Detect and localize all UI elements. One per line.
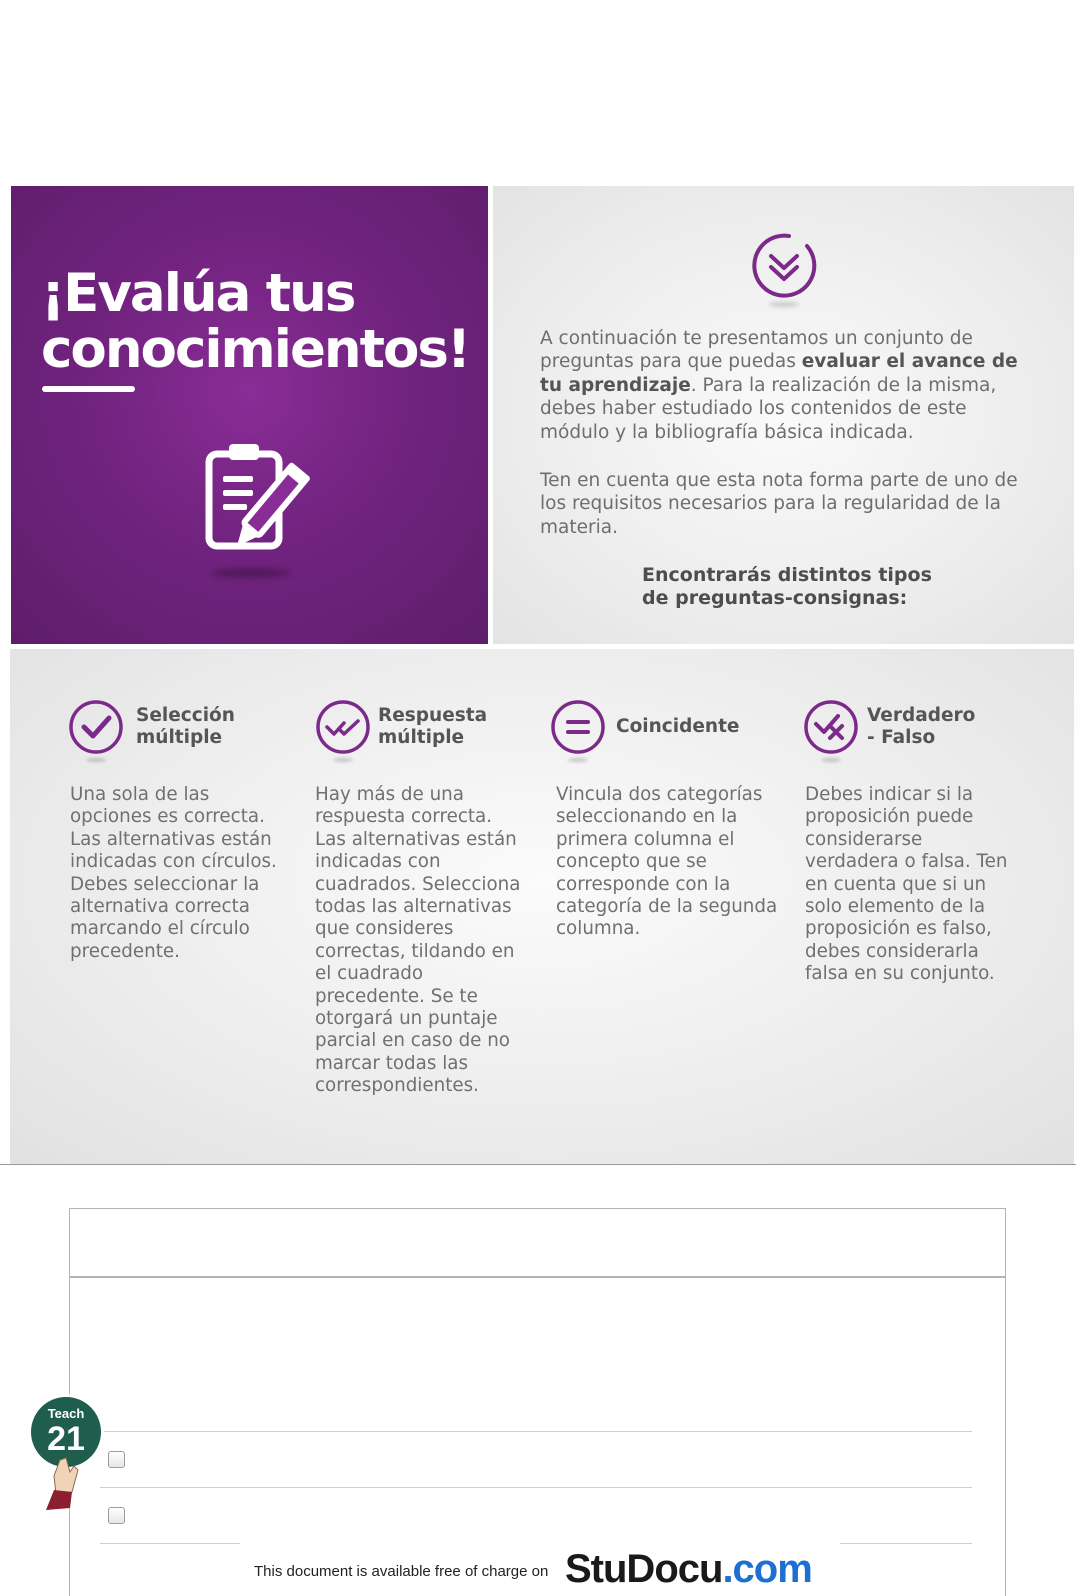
question-header-divider	[70, 1276, 1005, 1278]
clipboard-pencil-icon	[201, 436, 331, 576]
icon-shadow	[568, 758, 588, 762]
type-description: Vincula dos categorías seleccionando en la primera columna el concepto que se corresponde con la categoría de la segunda columna.	[556, 784, 778, 940]
icon-shadow	[821, 758, 841, 762]
equals-circle-icon	[550, 699, 606, 755]
hero-title-line1: ¡Evalúa tus	[41, 263, 355, 324]
option-divider	[100, 1487, 972, 1488]
icon-shadow	[86, 758, 106, 762]
intro-note: Ten en cuenta que esta nota forma parte de uno de los requisitos necesarios para la regularidad de la materia.	[540, 470, 1018, 538]
intro-panel	[493, 186, 1074, 644]
type-title: Coincidente	[616, 716, 740, 737]
hero-underline	[42, 386, 135, 392]
studocu-logo[interactable]	[565, 1547, 812, 1592]
type-title: Verdadero - Falso	[867, 705, 976, 748]
question-box	[69, 1208, 1006, 1596]
badge-label: Teach	[47, 1406, 85, 1421]
hero-banner	[11, 186, 488, 644]
check-circle-icon	[68, 699, 124, 755]
type-description: Una sola de las opciones es correcta. Las alternativas están indicadas con círculos. Debes seleccionar la alternativa correcta marcando el círculo precedente.	[70, 784, 277, 962]
badge-number: 21	[47, 1420, 85, 1458]
logo-domain: .com	[722, 1547, 812, 1591]
types-heading: Encontrarás distintos tipos de preguntas-consignas:	[642, 564, 932, 609]
page-divider	[0, 1164, 1076, 1165]
option-divider	[100, 1431, 972, 1432]
double-chevron-down-icon	[749, 230, 819, 300]
type-description: Hay más de una respuesta correcta. Las alternativas están indicadas con cuadrados. Selecciona todas las alternativas que consideres correctas, tildando en el cuadrado precedente. Se te otorgará un puntaje parcial en caso de no marcar todas las correspondientes.	[315, 784, 521, 1097]
logo-name: StuDocu	[565, 1547, 723, 1591]
footer-text: This document is available free of charge on	[254, 1563, 549, 1580]
type-description: Debes indicar si la proposición puede considerarse verdadera o falsa. Ten en cuenta que si un solo elemento de la proposición es falso, debes considerarla falsa en su conjunto.	[805, 784, 1008, 985]
icon-shadow	[211, 568, 291, 578]
hero-title	[41, 263, 470, 380]
double-check-circle-icon	[315, 699, 371, 755]
studocu-footer	[240, 1540, 840, 1596]
teach21-badge-icon[interactable]	[26, 1392, 112, 1522]
question-types-panel	[10, 649, 1074, 1164]
icon-shadow	[333, 758, 353, 762]
icon-shadow	[769, 302, 799, 307]
intro-paragraph: A continuación te presentamos un conjunto de preguntas para que puedas evaluar el avance de tu aprendizaje. Para la realización de la misma, debes haber estudiado los contenidos de este módulo y la bibliografía básica indicada.	[540, 328, 1018, 443]
hero-title-line2: conocimientos!	[41, 319, 470, 380]
type-title: Selección múltiple	[136, 705, 235, 748]
type-title: Respuesta múltiple	[378, 705, 488, 748]
check-cross-circle-icon	[803, 699, 859, 755]
